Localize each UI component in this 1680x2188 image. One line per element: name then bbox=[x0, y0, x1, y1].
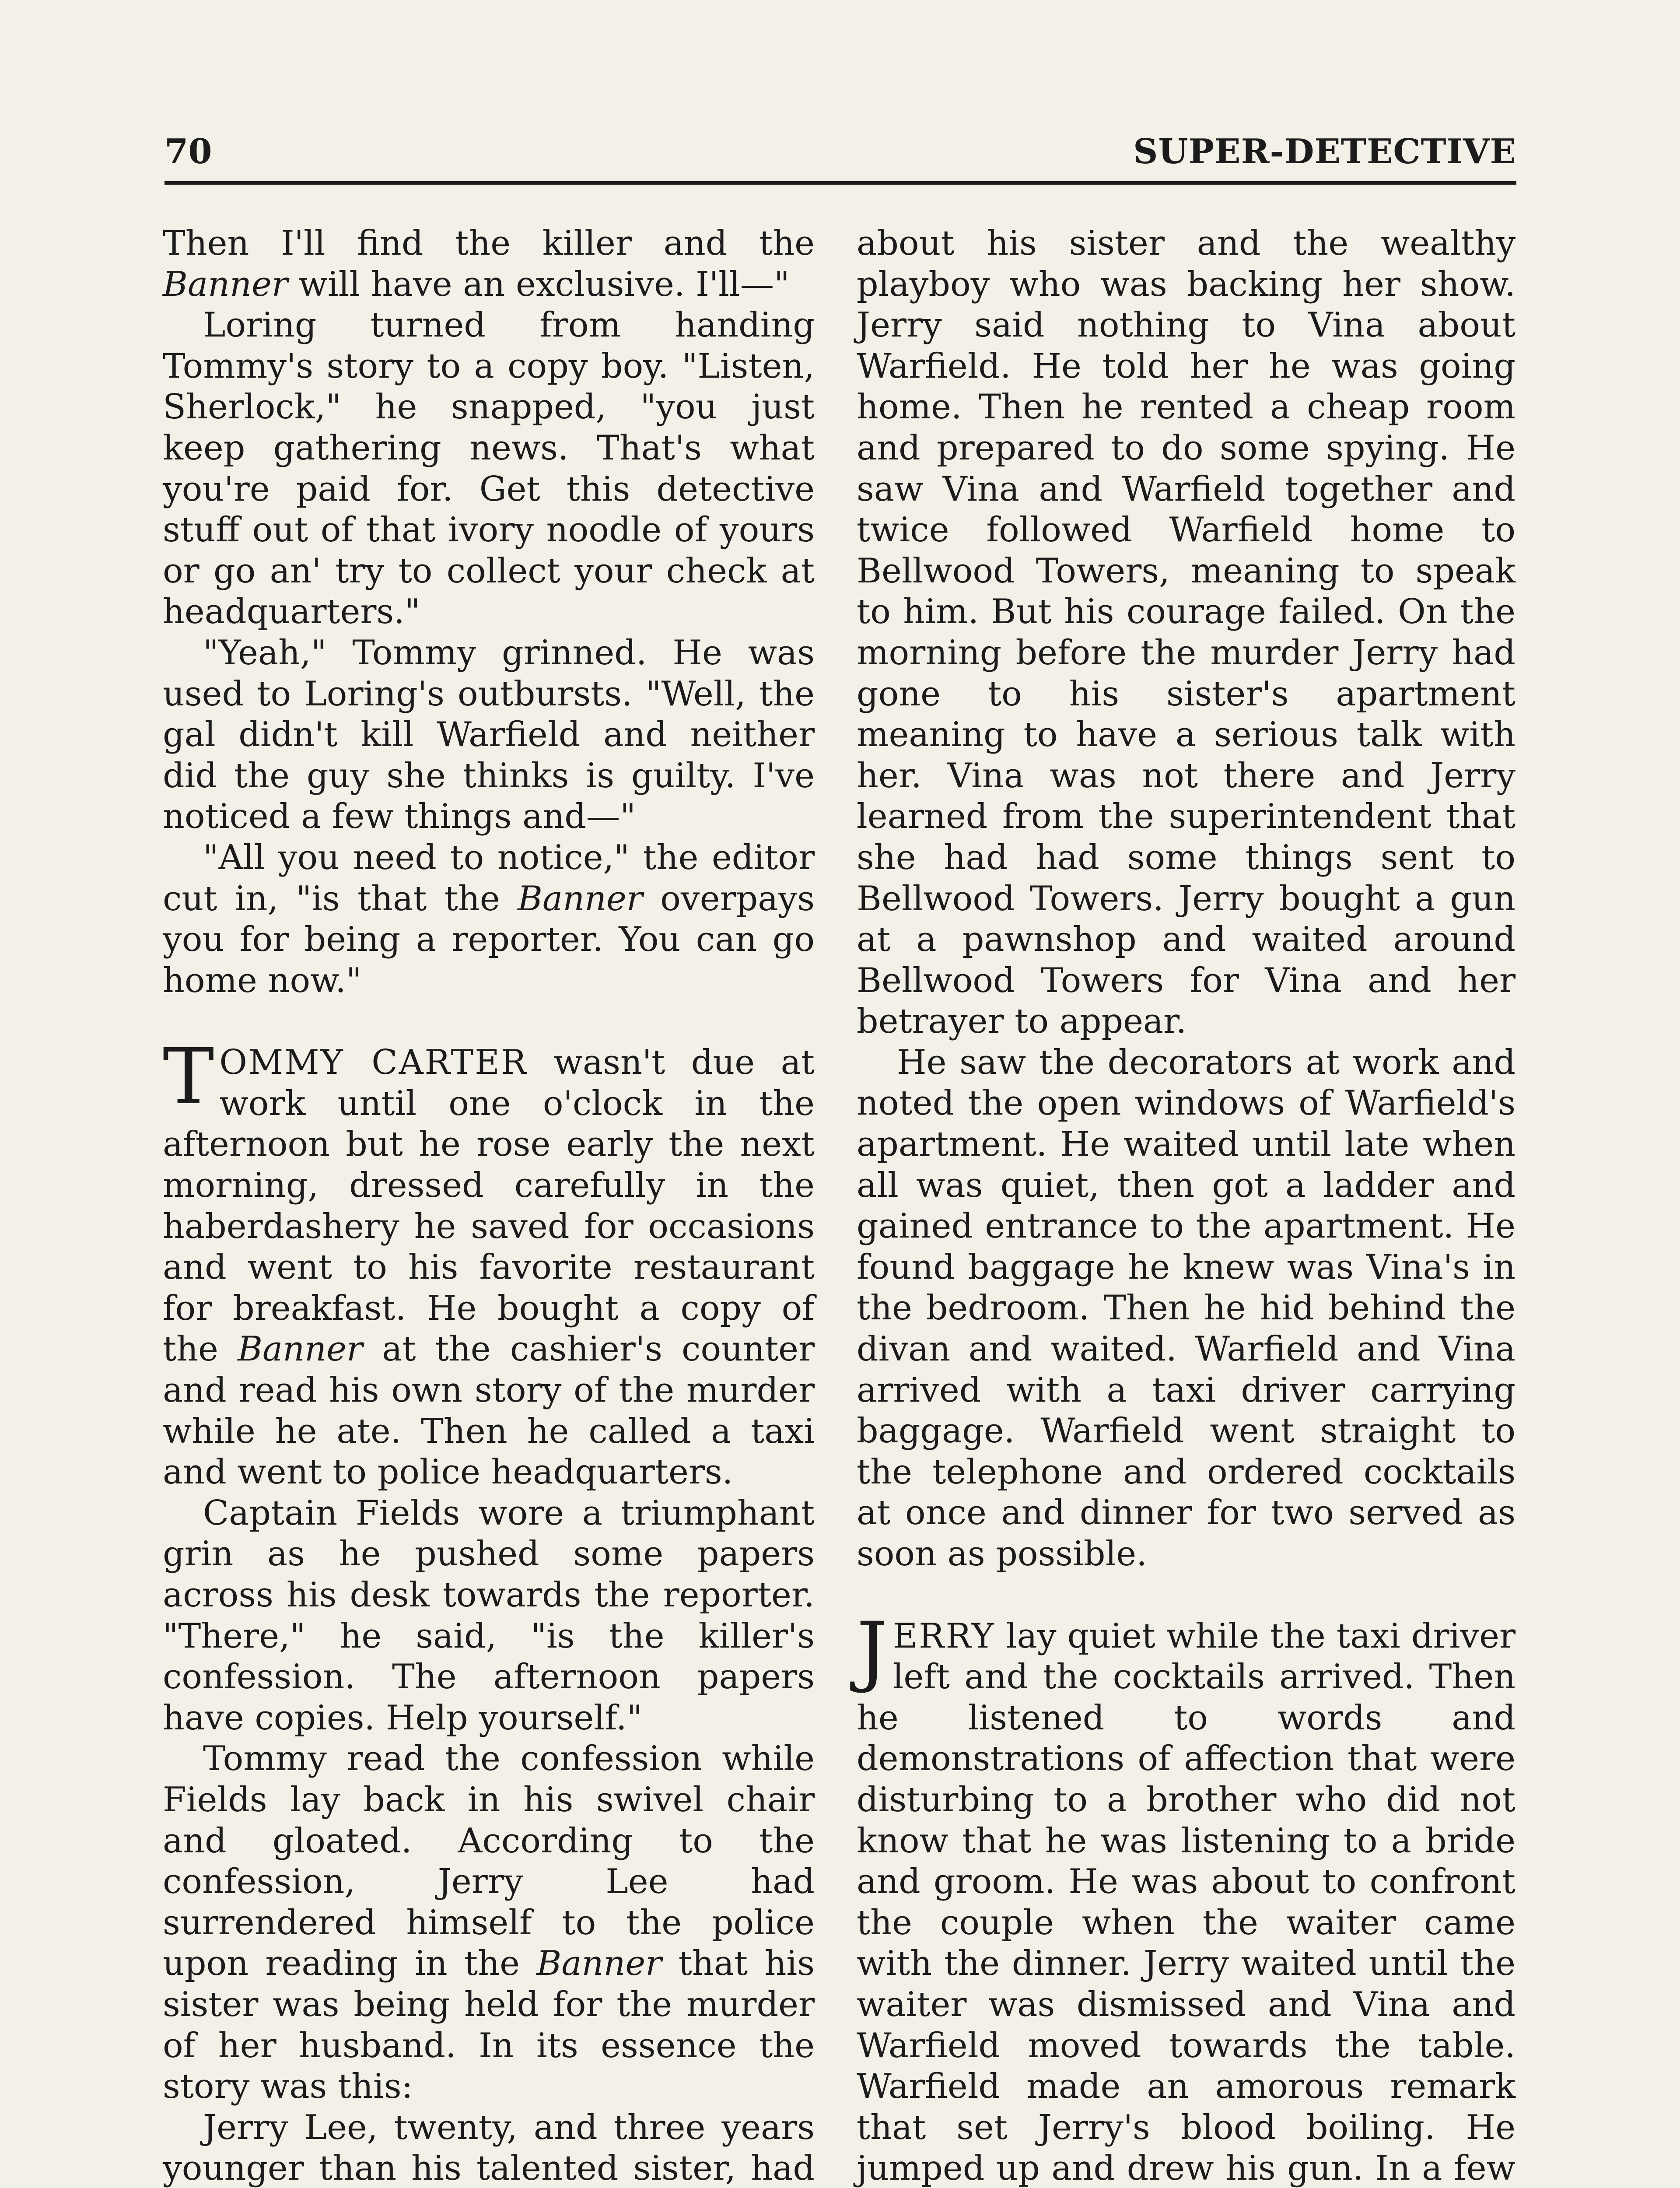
section-paragraph bbox=[857, 1605, 1516, 2188]
paragraph: "Yeah," Tommy grinned. He was used to Loring's outbursts. "Well, the gal didn't kill Warfield and neither did the guy she thinks is guilty. I've noticed a few things and—" bbox=[163, 633, 815, 837]
paragraph: about his sister and the wealthy playboy who was backing her show. Jerry said nothing to Vina about Warfield. He told her he was going home. Then he rented a cheap room and prepared to do some spying. He saw Vina and Warfield together and twice followed Warfield home to Bellwood Towers, meaning to speak to him. But his courage failed. On the morning before the murder Jerry had gone to his sister's apartment meaning to have a serious talk with her. Vina was not there and Jerry learned from the superintendent that she had had some things sent to Bellwood Towers. Jerry bought a gun at a pawnshop and waited around Bellwood Towers for Vina and her betrayer to appear. bbox=[857, 224, 1516, 1041]
lead-in: OMMY CARTER bbox=[219, 1043, 528, 1083]
right-column bbox=[857, 223, 1516, 2188]
section-paragraph bbox=[163, 1032, 815, 1493]
italic-title: Banner bbox=[536, 1944, 662, 1984]
text-run: wasn't due at work until one o'clock in the afternoon but he rose early the next morning, dressed carefully in the haberdashery he saved for occasions and went to his favorite restaurant for breakfast. He bought a copy of the bbox=[163, 1043, 815, 1369]
page-number: 70 bbox=[164, 132, 212, 172]
paragraph bbox=[163, 838, 815, 1001]
italic-title: Banner bbox=[518, 879, 643, 919]
text-run: "All you need to notice," the editor cut in, "is that the bbox=[163, 838, 815, 919]
text-run: overpays you for being a reporter. You can go home now." bbox=[163, 879, 815, 1000]
italic-title: Banner bbox=[163, 264, 288, 304]
page-header bbox=[164, 128, 1516, 180]
drop-cap: J bbox=[857, 1605, 888, 1695]
text-run: at the cashier's counter and read his own story of the murder while he ate. Then he called a taxi and went to police headquarters. bbox=[163, 1329, 815, 1492]
left-column bbox=[163, 223, 815, 2188]
italic-title: Banner bbox=[238, 1329, 363, 1369]
header-rule bbox=[164, 181, 1516, 185]
paragraph bbox=[163, 223, 815, 305]
text-run: will have an exclusive. I'll—" bbox=[287, 264, 790, 304]
drop-cap: T bbox=[163, 1032, 214, 1122]
paragraph bbox=[163, 1739, 815, 2107]
running-head: SUPER-DETECTIVE bbox=[1133, 132, 1516, 172]
text-run: that his sister was being held for the murder of her husband. In its essence the story was this: bbox=[163, 1944, 815, 2107]
paragraph: He saw the decorators at work and noted the open windows of Warfield's apartment. He waited until late when all was quiet, then got a ladder and gained entrance to the apartment. He found baggage he knew was Vina's in the bedroom. Then he hid behind the divan and waited. Warfield and Vina arrived with a taxi driver carrying baggage. Warfield went straight to the telephone and ordered cocktails at once and dinner for two served as soon as possible. bbox=[857, 1042, 1516, 1574]
paragraph: Captain Fields wore a triumphant grin as he pushed some papers across his desk towards the reporter. "There," he said, "is the killer's confession. The afternoon papers have copies. Help yourself." bbox=[163, 1493, 815, 1738]
text-run: lay quiet while the taxi driver left and the cocktails arrived. Then he listened to words and demonstrations of affection that were disturbing to a brother who did not know that he was listening to a bride and groom. He was about to confront the couple when the waiter came with the dinner. Jerry waited until the waiter was dismissed and Vina and Warfield moved towards the table. Warfield made an amorous remark that set Jerry's blood boiling. He jumped up and drew his gun. In a few bbox=[857, 1616, 1516, 2188]
text-run: Tommy read the confession while Fields lay back in his swivel chair and gloated. According to the confession, Jerry Lee had surrendered himself to the police upon reading in the bbox=[163, 1739, 815, 1984]
lead-in: ERRY bbox=[892, 1616, 995, 1656]
text-run: Then I'll find the killer and the bbox=[163, 224, 815, 263]
paragraph: Jerry Lee, twenty, and three years younger than his talented sister, had bbox=[163, 2107, 815, 2188]
paragraph: Loring turned from handing Tommy's story to a copy boy. "Listen, Sherlock," he snapped, "you just keep gathering news. That's what you're paid for. Get this detective stuff out of that ivory noodle of yours or go an' try to collect your check at headquarters." bbox=[163, 305, 815, 632]
